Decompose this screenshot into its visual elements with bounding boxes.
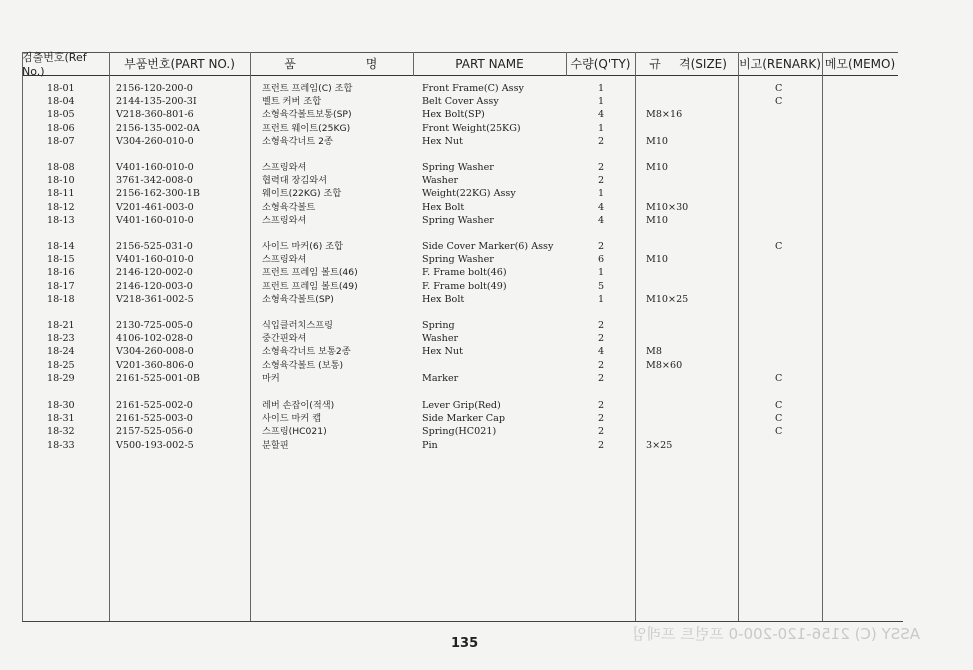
cell-part: 2161-525-002-0 <box>116 400 193 411</box>
table-row <box>0 439 973 452</box>
cell-qty: 4 <box>598 109 605 121</box>
cell-kor: 프런트 프레임 볼트(46) <box>262 267 358 279</box>
cell-ref: 18-30 <box>47 400 75 411</box>
cell-ref: 18-11 <box>47 188 75 200</box>
table-row <box>0 135 973 148</box>
cell-ref: 18-21 <box>47 320 75 331</box>
cell-kor: 스프링와셔 <box>262 162 307 173</box>
cell-ref: 18-06 <box>47 122 75 134</box>
cell-kor: 프런트 프레임 볼트(49) <box>262 280 358 292</box>
table-row <box>0 108 973 121</box>
table-row <box>0 359 973 372</box>
header-part-name: PART NAME <box>455 56 524 71</box>
table-row <box>0 122 973 135</box>
table-row <box>0 161 973 174</box>
cell-qty: 2 <box>598 162 605 173</box>
header-bottom-rule <box>22 75 898 76</box>
table-row <box>0 280 973 293</box>
cell-ref: 18-18 <box>47 293 75 305</box>
cell-part: 2161-525-001-0B <box>116 372 200 384</box>
cell-qty: 2 <box>598 333 605 345</box>
cell-kor: 소형육각볼트 (보통) <box>262 359 344 371</box>
cell-ref: 18-24 <box>47 346 75 358</box>
cell-qty: 2 <box>598 400 605 411</box>
cell-name: Hex Bolt <box>422 201 465 213</box>
table-row <box>0 425 973 438</box>
cell-name: Lever Grip(Red) <box>422 400 501 411</box>
cell-qty: 2 <box>598 241 605 252</box>
table-row <box>0 214 973 227</box>
cell-qty: 2 <box>598 320 605 331</box>
cell-kor: 벨트 커버 조합 <box>262 96 322 108</box>
cell-part: V218-361-002-5 <box>116 293 194 305</box>
cell-qty: 2 <box>598 426 605 438</box>
cell-name: Washer <box>422 175 459 187</box>
cell-ref: 18-25 <box>47 359 75 371</box>
cell-part: 2146-120-002-0 <box>116 267 193 279</box>
cell-part: 2156-162-300-1B <box>116 188 200 200</box>
cell-part: 2144-135-200-3I <box>116 96 197 108</box>
cell-ref: 18-14 <box>47 241 75 252</box>
cell-ref: 18-07 <box>47 135 75 147</box>
cell-part: V500-193-002-5 <box>116 439 194 451</box>
cell-ref: 18-32 <box>47 426 75 438</box>
cell-name: Spring Washer <box>422 162 494 173</box>
cell-remark: C <box>775 413 783 425</box>
cell-ref: 18-10 <box>47 175 75 187</box>
cell-name: Side Cover Marker(6) Assy <box>422 241 554 252</box>
table-row <box>0 372 973 385</box>
cell-ref: 18-05 <box>47 109 75 121</box>
cell-kor: 마커 <box>262 372 280 384</box>
header-remark: 비고(RENARK) <box>739 57 821 71</box>
cell-qty: 2 <box>598 135 605 147</box>
row-group <box>0 240 973 306</box>
cell-ref: 18-04 <box>47 96 75 108</box>
cell-kor: 사이드 마커 캡 <box>262 413 322 425</box>
cell-name: F. Frame bolt(46) <box>422 267 507 279</box>
cell-kor: 레버 손잡이(적색) <box>262 400 335 411</box>
row-group <box>0 161 973 227</box>
header-part-no: 부품번호(PART NO.) <box>124 57 235 71</box>
cell-qty: 2 <box>598 372 605 384</box>
cell-name: Hex Bolt(SP) <box>422 109 485 121</box>
cell-name: Side Marker Cap <box>422 413 505 425</box>
table-row <box>0 187 973 200</box>
cell-size: M10 <box>646 214 669 226</box>
header-korean-name-2: 명 <box>365 57 378 71</box>
cell-name: Hex Bolt <box>422 293 465 305</box>
cell-qty: 1 <box>598 188 605 200</box>
cell-part: V401-160-010-0 <box>116 162 194 173</box>
cell-ref: 18-08 <box>47 162 75 173</box>
cell-size: 3×25 <box>646 439 673 451</box>
cell-kor: 프런트 웨이트(25KG) <box>262 122 351 134</box>
cell-kor: 소형육각볼트(SP) <box>262 293 334 305</box>
cell-part: 4106-102-028-0 <box>116 333 193 345</box>
cell-part: 2161-525-003-0 <box>116 413 193 425</box>
table-row <box>0 332 973 345</box>
cell-ref: 18-33 <box>47 439 75 451</box>
cell-kor: 식입클러치스프링 <box>262 320 334 331</box>
cell-name: Front Weight(25KG) <box>422 122 521 134</box>
cell-size: M8 <box>646 346 662 358</box>
cell-qty: 4 <box>598 201 605 213</box>
cell-ref: 18-01 <box>47 83 75 94</box>
cell-ref: 18-13 <box>47 214 75 226</box>
cell-name: Belt Cover Assy <box>422 96 499 108</box>
bleed-through-text: ASSY (C) 2156-120-200-0 프런트 프레임 <box>632 625 920 643</box>
table-row <box>0 345 973 358</box>
cell-name: Hex Nut <box>422 346 463 358</box>
cell-qty: 4 <box>598 214 605 226</box>
table-row <box>0 266 973 279</box>
cell-name: Spring Washer <box>422 254 494 266</box>
cell-part: 2156-135-002-0A <box>116 122 200 134</box>
row-group <box>0 399 973 452</box>
cell-remark: C <box>775 96 783 108</box>
cell-ref: 18-12 <box>47 201 75 213</box>
cell-ref: 18-29 <box>47 372 75 384</box>
table-row <box>0 399 973 412</box>
cell-kor: 소형육각볼트보통(SP) <box>262 109 352 121</box>
cell-size: M10 <box>646 162 669 173</box>
cell-qty: 1 <box>598 122 605 134</box>
cell-qty: 6 <box>598 254 605 266</box>
header-size-2: 격(SIZE) <box>679 57 727 71</box>
cell-qty: 2 <box>598 175 605 187</box>
cell-remark: C <box>775 372 783 384</box>
cell-size: M8×16 <box>646 109 683 121</box>
header-memo: 메모(MEMO) <box>824 57 896 71</box>
table-row <box>0 412 973 425</box>
cell-ref: 18-15 <box>47 254 75 266</box>
cell-ref: 18-31 <box>47 413 75 425</box>
cell-remark: C <box>775 83 783 94</box>
cell-part: V304-260-010-0 <box>116 135 194 147</box>
cell-ref: 18-23 <box>47 333 75 345</box>
header-korean-name-1: 품 <box>284 57 296 71</box>
cell-kor: 스프링(HC021) <box>262 426 327 438</box>
cell-kor: 분할핀 <box>262 439 289 451</box>
table-row <box>0 319 973 332</box>
cell-name: F. Frame bolt(49) <box>422 280 507 292</box>
cell-kor: 소형육각너트 2종 <box>262 135 333 147</box>
cell-size: M10 <box>646 254 669 266</box>
cell-size: M8×60 <box>646 359 683 371</box>
cell-remark: C <box>775 426 783 438</box>
cell-name: Spring <box>422 320 455 331</box>
cell-name: Pin <box>422 439 438 451</box>
header-ref-no: 검출번호(Ref No.) <box>22 51 87 78</box>
cell-part: 2130-725-005-0 <box>116 320 193 331</box>
cell-qty: 4 <box>598 346 605 358</box>
cell-part: V401-160-010-0 <box>116 214 194 226</box>
cell-qty: 2 <box>598 359 605 371</box>
cell-part: V401-160-010-0 <box>116 254 194 266</box>
cell-kor: 중간핀와셔 <box>262 333 307 345</box>
table-row <box>0 174 973 187</box>
page-number: 135 <box>451 636 479 651</box>
cell-part: 2156-525-031-0 <box>116 241 193 252</box>
cell-name: Hex Nut <box>422 135 463 147</box>
cell-size: M10 <box>646 135 669 147</box>
row-group <box>0 319 973 385</box>
cell-name: Spring Washer <box>422 214 494 226</box>
cell-kor: 스프링와셔 <box>262 214 307 226</box>
table-row <box>0 293 973 306</box>
cell-name: Marker <box>422 372 459 384</box>
row-group <box>0 82 973 148</box>
cell-part: V201-360-806-0 <box>116 359 194 371</box>
cell-name: Weight(22KG) Assy <box>422 188 516 200</box>
cell-kor: 스프링와셔 <box>262 254 307 266</box>
cell-qty: 1 <box>598 293 605 305</box>
cell-kor: 협력대 장김와셔 <box>262 175 328 187</box>
table-row <box>0 240 973 253</box>
cell-part: 2157-525-056-0 <box>116 426 193 438</box>
table-row <box>0 82 973 95</box>
cell-name: Washer <box>422 333 459 345</box>
cell-qty: 1 <box>598 267 605 279</box>
cell-name: Spring(HC021) <box>422 426 497 438</box>
cell-kor: 프런트 프레임(C) 조합 <box>262 83 353 94</box>
cell-remark: C <box>775 241 783 252</box>
cell-ref: 18-16 <box>47 267 75 279</box>
cell-qty: 5 <box>598 280 605 292</box>
table-bottom-rule <box>22 621 903 622</box>
cell-part: V201-461-003-0 <box>116 201 194 213</box>
cell-part: 2156-120-200-0 <box>116 83 193 94</box>
cell-size: M10×30 <box>646 201 689 213</box>
cell-qty: 1 <box>598 83 605 94</box>
cell-part: V218-360-801-6 <box>116 109 194 121</box>
cell-part: 2146-120-003-0 <box>116 280 193 292</box>
cell-qty: 2 <box>598 439 605 451</box>
cell-kor: 소형육각볼트 <box>262 201 316 213</box>
cell-qty: 2 <box>598 413 605 425</box>
table-row <box>0 95 973 108</box>
cell-name: Front Frame(C) Assy <box>422 83 524 94</box>
header-quantity: 수량(Q'TY) <box>570 57 631 71</box>
cell-remark: C <box>775 400 783 411</box>
table-row <box>0 253 973 266</box>
cell-ref: 18-17 <box>47 280 75 292</box>
table-row <box>0 201 973 214</box>
cell-qty: 1 <box>598 96 605 108</box>
cell-size: M10×25 <box>646 293 689 305</box>
cell-part: 3761-342-008-0 <box>116 175 193 187</box>
cell-kor: 웨이트(22KG) 조합 <box>262 188 342 200</box>
cell-part: V304-260-008-0 <box>116 346 194 358</box>
cell-kor: 사이드 마커(6) 조합 <box>262 241 343 252</box>
cell-kor: 소형육각너트 보통2종 <box>262 346 351 358</box>
header-size-1: 규 <box>649 57 661 71</box>
